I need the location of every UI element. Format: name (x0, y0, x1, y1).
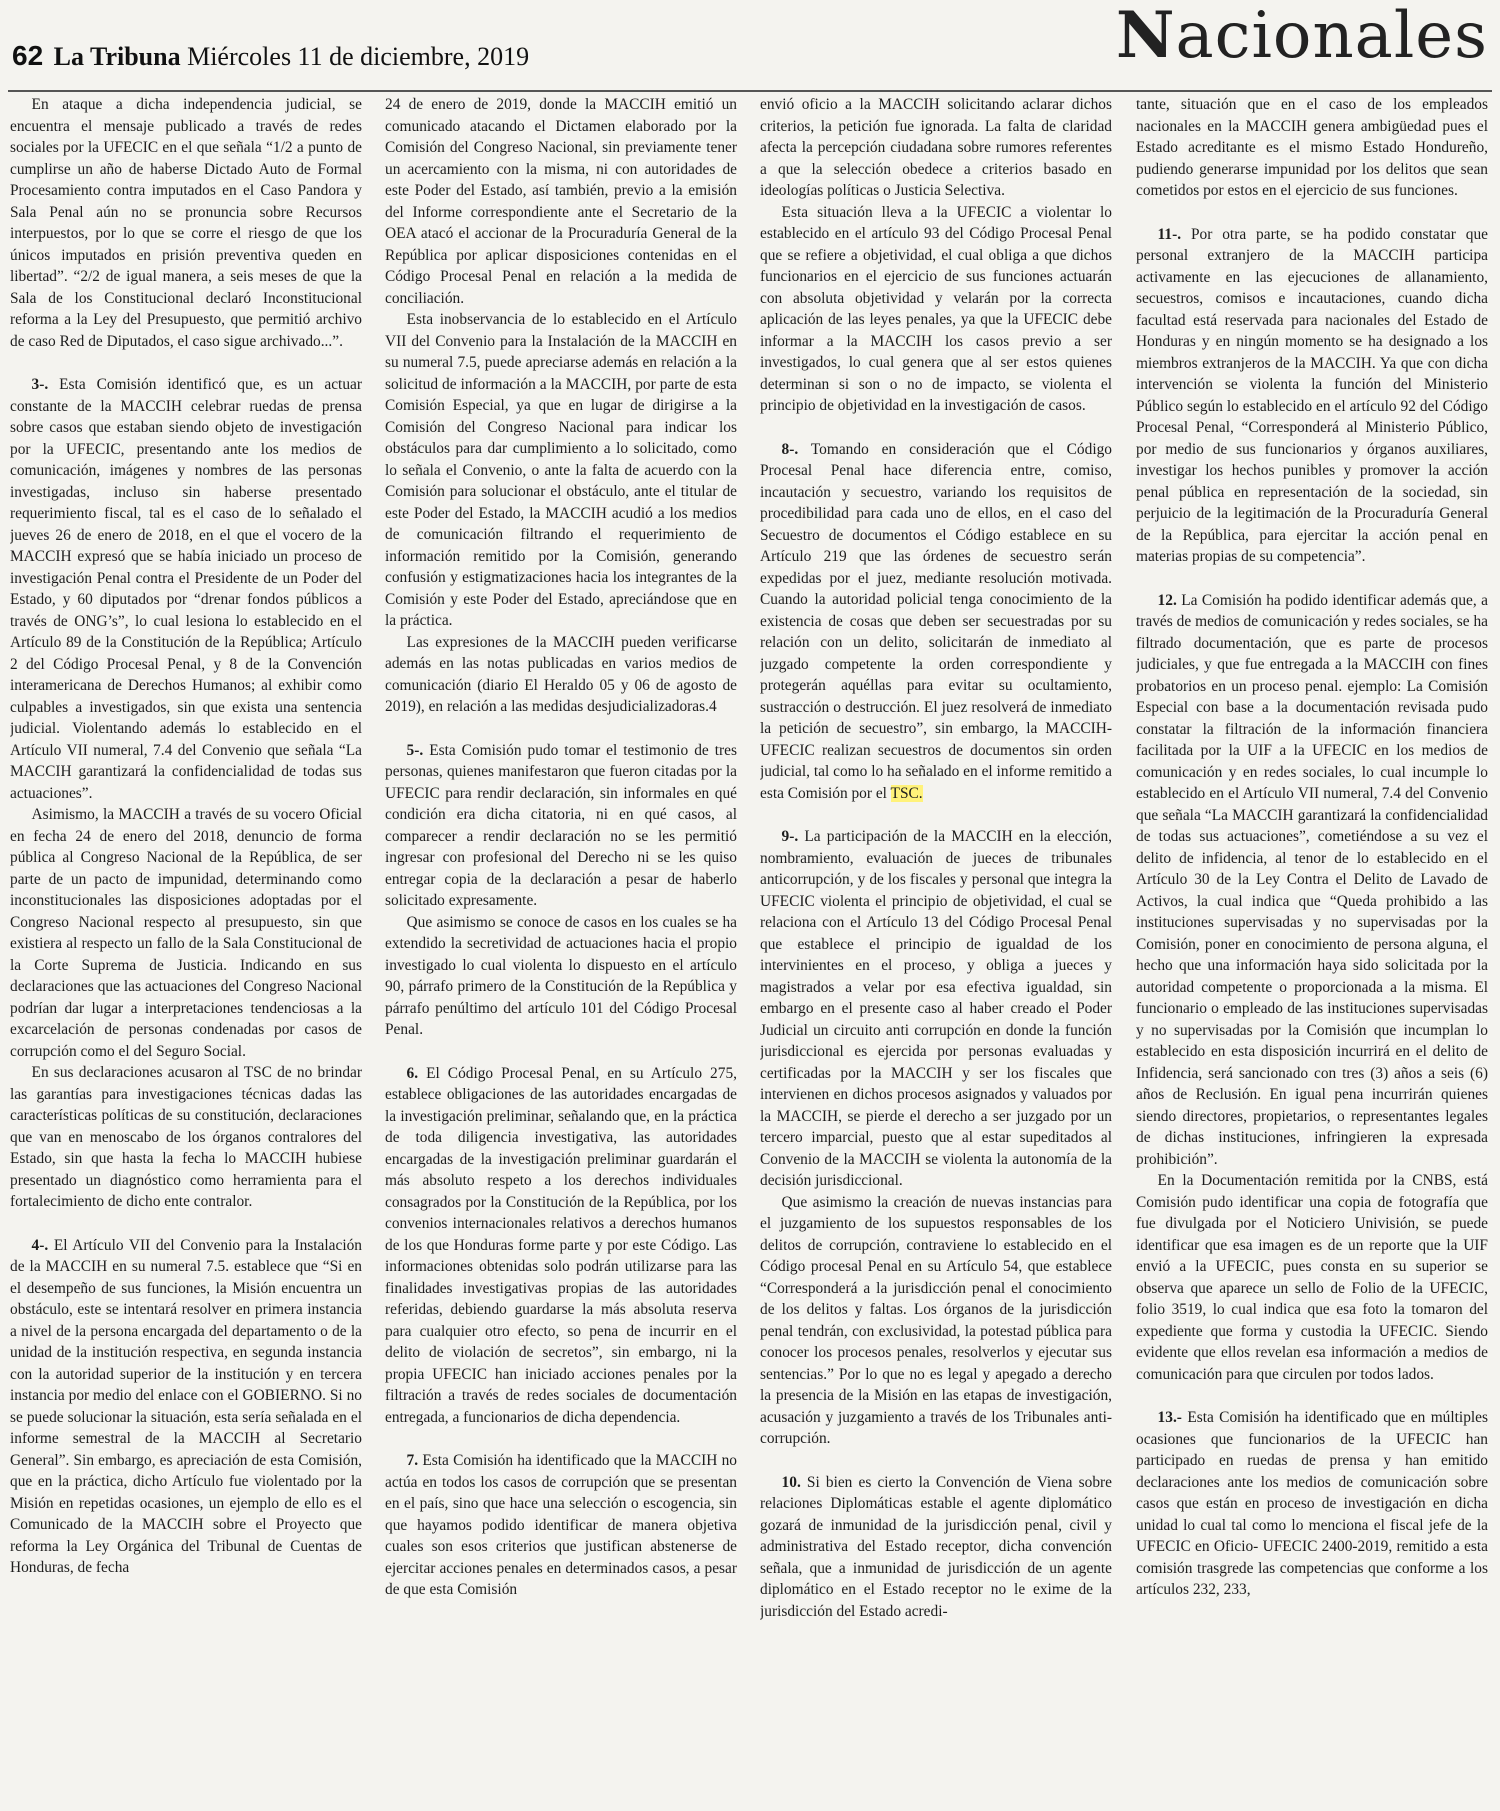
paragraph-number: 6. (406, 1064, 419, 1082)
highlighted-text: TSC. (890, 784, 923, 802)
paragraph-text: Tomando en consideración que el Código Procesal Penal hace diferencia entre, comiso, incautación y secuestro, variando los requisitos de procedibilidad para cada uno de ellos, en el caso del Secuestro de documentos el Código establece en su Artículo 219 que las órdenes de secuestro serán expedidas por el juez, mediante resolución motivada. Cuando la autoridad policial tenga conocimiento de la existencia de cosas que deben ser secuestradas por su relación con un delito, solicitarán de inmediato al juzgado competente la orden correspondiente y protegerán aquéllas para evitar su ocultamiento, sustracción o destrucción. El juez resolverá de inmediato la petición de secuestro”, sin embargo, la MACCIH-UFECIC realizan secuestros de documentos sin orden judicial, tal como lo ha señalado en el informe remitido a esta Comisión por el (760, 440, 1112, 802)
section-title (1116, 0, 1488, 73)
newspaper-name: La Tribuna (53, 42, 181, 71)
article-paragraph (1136, 224, 1488, 568)
paragraph-text: La Comisión ha podido identificar además que, a través de medios de comunicación y redes sociales, se ha filtrado documentación, que es parte de procesos judiciales, y que fue entregada a la MACCIH con fines probatorios en un proceso penal. ejemplo: La Comisión Especial con base a la documentación revisada pudo constatar la filtración de la información financiera facilitada por la UIF a la UFECIC en los medios de comunicación y en redes sociales, lo cual incumple lo establecido en el Artículo VII numeral, 7.4 del Convenio que señala “La MACCIH garantizará la confidencialidad de todas sus actuaciones”, cometiéndose a su vez el delito de infidencia, al tenor de lo establecido en el Artículo 30 de la Ley Contra el Delito de Lavado de Activos, la cual indica que “Queda prohibido a las instituciones supervisadas y no supervisadas por la Comisión, poner en conocimiento de persona alguna, el hecho que una información haya sido solicitada por la autoridad competente o proporcionada a la misma. El funcionario o empleado de las instituciones supervisadas y no supervisadas por la Comisión que incumplan lo establecido en esta disposición incurrirá en el delito de Infidencia, será sancionado con tres (3) años a seis (6) años de Reclusión. En igual pena incurrirán quienes siendo directores, propietarios, o representantes legales de dichas instituciones, infringieren la expresada prohibición”. (1136, 591, 1488, 1168)
article-paragraph (385, 632, 737, 718)
text-column-3 (760, 94, 1112, 1806)
issue-date: Miércoles 11 de diciembre, 2019 (187, 42, 530, 71)
article-paragraph (10, 374, 362, 804)
paragraph-number: 4-. (31, 1236, 49, 1254)
paragraph-text: tante, situación que en el caso de los empleados nacionales en la MACCIH genera ambigüedad pues el Estado acreditante es el mismo Estado Hondureño, pudiendo generarse impunidad por los delitos que sean cometidos por estos en el ejercicio de sus funciones. (1136, 96, 1488, 199)
paragraph-text: Esta inobservancia de lo establecido en el Artículo VII del Convenio para la Instalación de la MACCIH en su numeral 7.5, puede apreciarse además en relación a la solicitud de información a la MACCIH, por parte de esta Comisión Especial, ya que en lugar de dirigirse a la Comisión del Congreso Nacional para indicar los obstáculos para dar cumplimiento a lo solicitado, como lo señala el Convenio, o ante la falta de acuerdo con la Comisión para solucionar el obstáculo, ante el titular de este Poder del Estado, la MACCIH acudió a los medios de comunicación filtrando el requerimiento de información remitido por la Comisión, generando confusión y estigmatizaciones hacia los integrantes de la Comisión y este Poder del Estado, apreciándose que en la práctica. (385, 311, 737, 629)
article-paragraph (385, 1063, 737, 1429)
article-paragraph (760, 1192, 1112, 1450)
section-title-initial: N (1115, 0, 1176, 73)
folio-line (12, 40, 529, 72)
paragraph-number: 11-. (1157, 225, 1182, 243)
paragraph-number: 9-. (781, 828, 799, 845)
paragraph-number: 7. (406, 1452, 419, 1469)
article-paragraph (385, 912, 737, 1041)
article-paragraph (1136, 94, 1488, 202)
paragraph-text: La participación de la MACCIH en la elección, nombramiento, evaluación de jueces de tribunales anticorrupción, y de los fiscales y personal que integra la UFECIC violenta el principio de objetividad, el cual se relaciona con el Artículo 13 del Código Procesal Penal que establece el principio de igualdad de los intervinientes en el proceso, y obliga a jueces y magistrados a velar por esa efectiva igualdad, sin embargo en el presente caso al haber creado el Poder Judicial un circuito anti corrupción en donde la función jurisdiccional es ejercida por personas evaluadas y certificadas por la MACCIH y ser los fiscales que intervienen en dichos procesos asignados y valuados por la MACCIH, se pierde el derecho a ser juzgado por un tercero imparcial, puesto que al estar supeditados al Convenio de la MACCIH se violenta la autonomía de la decisión jurisdiccional. (760, 828, 1112, 1189)
paragraph-text: Si bien es cierto la Convención de Viena sobre relaciones Diplomáticas estable el agente diplomático gozará de inmunidad de la jurisdicción penal, civil y administrativa del Estado receptor, dicha convención señala, que a inmunidad de jurisdicción de un agente diplomático en el Estado receptor no le exime de la jurisdicción del Estado acredi- (760, 1473, 1112, 1620)
paragraph-text: Esta Comisión pudo tomar el testimonio de tres personas, quienes manifestaron que fueron citadas por la UFECIC para rendir declaración, sin informales en qué condición era dicha citatoria, ni en qué casos, al comparecer a rendir declaración no se les permitió ingresar con profesional del Derecho ni se les quiso entregar copia de la declaración a pesar de haberlo solicitado expresamente. (385, 741, 737, 909)
article-paragraph (385, 309, 737, 632)
article-paragraph (10, 804, 362, 1062)
text-column-1 (10, 94, 362, 1806)
article-paragraph (385, 1450, 737, 1601)
article-paragraph (760, 94, 1112, 202)
paragraph-text: El Código Procesal Penal, en su Artículo 275, establece obligaciones de las autoridades encargadas de la investigación preliminar, señalando que, en la práctica de toda diligencia investigativa, las autoridades encargadas de la investigación preliminar guardarán el más absoluto respeto a los derechos individuales consagrados por la Constitución de la República, por los convenios internacionales relativos a derechos humanos de los que Honduras forme parte y por este Código. Las informaciones obtenidas solo podrán utilizarse para las finalidades investigativas propias de las autoridades referidas, debiendo guardarse la más absoluta reserva para cualquier otro efecto, so pena de incurrir en el delito de violación de secretos”, sin embargo, ni la propia UFECIC han iniciado acciones penales por la filtración a través de redes sociales de documentación entregada, a funcionarios de dicha dependencia. (385, 1064, 737, 1426)
article-paragraph (1136, 590, 1488, 1171)
paragraph-text: Esta Comisión identificó que, es un actuar constante de la MACCIH celebrar ruedas de prensa sobre casos que estaban siendo objeto de investigación por la UFECIC, presentando ante los medios de comunicación, imágenes y nombres de las personas investigadas, incluso sin haberse presentado requerimiento fiscal, tal es el caso de lo señalado el jueves 26 de enero de 2018, en el que el vocero de la MACCIH expresó que se había iniciado un proceso de investigación Penal contra el Presidente de un Poder del Estado, y 60 diputados por “drenar fondos públicos a través de ONG’s”, lo cual lesiona lo establecido en el Artículo 89 de la Constitución de la República; Artículo 2 del Código Procesal Penal, y 8 de la Convención interamericana de Derechos Humanos; al exhibir como culpables a investigados, sin que exista una sentencia judicial. Violentando además lo establecido en el Artículo VII numeral, 7.4 del Convenio que señala “La MACCIH garantizará la confidencialidad de todas sus actuaciones”. (10, 376, 362, 802)
article-paragraph (1136, 1170, 1488, 1385)
paragraph-text: Que asimismo se conoce de casos en los cuales se ha extendido la secretividad de actuaciones hacia el propio investigado lo cual violenta lo dispuesto en el artículo 90, párrafo primero de la Constitución de la República y párrafo penúltimo del artículo 101 del Código Procesal Penal. (385, 913, 737, 1038)
article-paragraph (10, 94, 362, 352)
paragraph-text: Esta Comisión ha identificado que en múltiples ocasiones que funcionarios de la UFECIC han participado en ruedas de prensa y han emitido declaraciones ante los medios de comunicación sobre casos que están en proceso de investigación en dicha unidad lo cual tal como lo menciona el fiscal jefe de la UFECIC en Oficio- UFECIC 2400-2019, remitido a esta comisión trasgrede las competencias que conforme a los artículos 232, 233, (1136, 1409, 1488, 1598)
paragraph-text: En ataque a dicha independencia judicial, se encuentra el mensaje publicado a través de redes sociales por la UFECIC en el que señala “1/2 a punto de cumplirse un año de haberse Dictado Auto de Formal Procesamiento contra imputados en el Caso Pandora y Sala Penal aún no se pronuncia sobre Recursos interpuestos, por lo que se corre el riesgo de que los únicos imputados en prisión preventiva queden en libertad”. “2/2 de igual manera, a seis meses de que la Sala de los Constitucional declaró Inconstitucional reforma a la Ley del Presupuesto, que permitió archivo de caso Red de Diputados, el caso sigue archivado...”. (10, 96, 362, 350)
paragraph-text: Esta situación lleva a la UFECIC a violentar lo establecido en el artículo 93 del Código Procesal Penal que se refiere a objetividad, el cual obliga a que dichos funcionarios en el ejercicio de sus funciones actuarán con absoluta objetividad y velarán por la correcta aplicación de las leyes penales, ya que la UFECIC debe informar a la MACCIH los casos previo a ser investigados, lo cual genera que al ser estos quienes determinan si son o no de impacto, se violenta el principio de objetividad en la investigación de casos. (760, 203, 1112, 414)
text-column-2 (385, 94, 737, 1806)
paragraph-text: Las expresiones de la MACCIH pueden verificarse además en las notas publicadas en varios medios de comunicación (diario El Heraldo 05 y 06 de agosto de 2019), en relación a las medidas desjudicializadoras.4 (385, 633, 737, 715)
paragraph-text: El Artículo VII del Convenio para la Instalación de la MACCIH en su numeral 7.5. establece que “Si en el desempeño de sus funciones, la Misión encuentra un obstáculo, este se intentará resolver en primera instancia a nivel de la persona encargada del departamento o de la unidad de la institución respectiva, en segunda instancia con la autoridad superior de la institución y en tercera instancia por medio del enlace con el GOBIERNO. Si no se puede solucionar la situación, esta sería señalada en el informe semestral de la MACCIH al Secretario General”. Sin embargo, es apreciación de esta Comisión, que en la práctica, dicho Artículo fue violentado por la Misión en repetidas ocasiones, un ejemplo de ello es el Comunicado de la MACCIH sobre el Proyecto que reforma la Ley Orgánica del Tribunal de Cuentas de Honduras, de fecha (10, 1236, 362, 1576)
paragraph-text: Por otra parte, se ha podido constatar que personal extranjero de la MACCIH participa activamente en las ejecuciones de allanamiento, secuestros, comisos e incautaciones, cuando dicha facultad está reservada para nacionales del Estado de Honduras y en ningún momento se ha designado a los miembros extranjeros de la MACCIH. Ya que con dicha intervención se violenta la función del Ministerio Público según lo establecido en el artículo 92 del Código Procesal Penal, “Corresponderá al Ministerio Público, por medio de sus funcionarios y órganos auxiliares, investigar los hechos punibles y promover la acción penal pública en representación de la sociedad, sin perjuicio de la legitimación de la Procuraduría General de la República, para ejercitar la acción penal en materias propias de su competencia”. (1136, 225, 1488, 565)
paragraph-text: envió oficio a la MACCIH solicitando aclarar dichos criterios, la petición fue ignorada. La falta de claridad afecta la percepción ciudadana sobre rumores referentes a que la selección obedece a criterios basado en ideologías políticas o Justicia Selectiva. (760, 96, 1112, 199)
paragraph-number: 13.- (1157, 1409, 1182, 1426)
article-paragraph (385, 94, 737, 309)
header-rule (8, 90, 1492, 92)
page-number: 62 (12, 40, 44, 71)
paragraph-number: 3-. (31, 376, 49, 393)
paragraph-text: Que asimismo la creación de nuevas instancias para el juzgamiento de los supuestos responsables de los delitos de corrupción, contraviene lo establecido en el Código procesal Penal en su Artículo 54, que establece “Corresponderá a la jurisdicción penal el conocimiento de los delitos y faltas. Los órganos de la jurisdicción penal tendrán, con exclusividad, la potestad pública para conocer los procesos penales, resolverlos y ejecutar sus sentencias.” Por lo que no es legal y apegado a derecho la presencia de la Misión en las etapas de investigación, acusación y juzgamiento a través de los Tribunales anti-corrupción. (760, 1193, 1112, 1447)
article-paragraph (760, 1472, 1112, 1623)
paragraph-number: 10. (781, 1473, 801, 1491)
paragraph-text: En sus declaraciones acusaron al TSC de no brindar las garantías para investigaciones técnicas dadas las características políticas de su constitución, declaraciones que van en menoscabo de los órganos contralores del Estado, sin que hasta la fecha lo MACCIH hubiese presentado un diagnóstico como herramienta para el fortalecimiento de dicho ente contralor. (10, 1064, 362, 1210)
text-column-4 (1136, 94, 1488, 1806)
article-paragraph (10, 1235, 362, 1579)
paragraph-text: Esta Comisión ha identificado que la MACCIH no actúa en todos los casos de corrupción que se presentan en el país, sino que hace una selección o escogencia, sin que hayamos podido identificar de manera objetiva cuales son esos criterios que justifican abstenerse de ejercitar acciones penales en determinados casos, a pesar de que esta Comisión (385, 1452, 737, 1598)
paragraph-text: En la Documentación remitida por la CNBS, está Comisión pudo identificar una copia de fotografía que fue divulgada por el Noticiero Univisión, se puede identificar que esa imagen es de un reporte que la UIF envió a la UFECIC, pues consta en su superior se observa que aparece un sello de Folio de la UFECIC, folio 3519, lo cual indica que esa foto la tomaron del expediente que forma y custodia la UFECIC. Siendo evidente que ellos revelan esa información a medios de comunicación para que circulen por todos lados. (1136, 1172, 1488, 1383)
section-title-rest: acionales (1175, 0, 1488, 73)
article-paragraph (760, 439, 1112, 805)
paragraph-number: 5-. (406, 741, 424, 759)
paragraph-number: 8-. (781, 440, 799, 458)
article-paragraph (10, 1062, 362, 1213)
article-paragraph (385, 740, 737, 912)
paragraph-text: Asimismo, la MACCIH a través de su vocero Oficial en fecha 24 de enero del 2018, denuncio de forma pública al Congreso Nacional de la República, de ser parte de un pacto de impunidad, determinando como inconstitucionales las disposiciones adoptadas por el Congreso Nacional respecto al presupuesto, sin que existiera al respecto un fallo de la Sala Constitucional de la Corte Suprema de Justicia. Indicando en sus declaraciones que las actuaciones del Congreso Nacional podrían dar lugar a interpretaciones tendenciosas a la excarcelación de personas condenadas por casos de corrupción como el del Seguro Social. (10, 806, 362, 1060)
paragraph-number: 12. (1157, 591, 1177, 609)
page-header (8, 0, 1492, 88)
article-body (10, 94, 1490, 1806)
article-paragraph (1136, 1407, 1488, 1601)
article-paragraph (760, 826, 1112, 1192)
article-paragraph (760, 202, 1112, 417)
paragraph-text: 24 de enero de 2019, donde la MACCIH emitió un comunicado atacando el Dictamen elaborado por la Comisión del Congreso Nacional, sin previamente tener un acercamiento con la misma, ni con autoridades de este Poder del Estado, así también, previo a la emisión del Informe correspondiente ante el Secretario de la OEA atacó el accionar de la Procuraduría General de la República por aplicar disposiciones contenidas en el Código Procesal Penal en relación a la medida de conciliación. (385, 96, 737, 307)
